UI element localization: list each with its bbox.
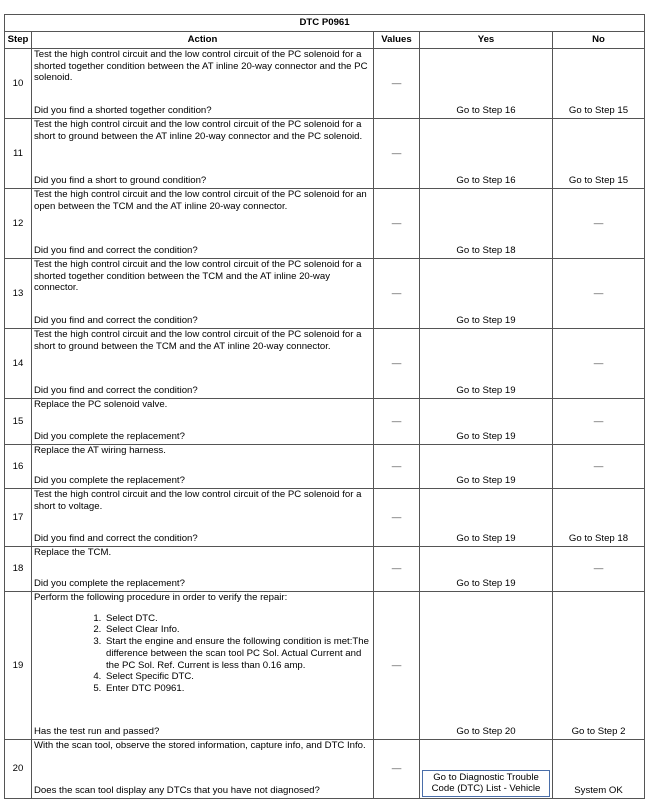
col-header-values: Values bbox=[374, 32, 420, 49]
table-row bbox=[5, 547, 645, 592]
no-cell: Go to Step 18 bbox=[553, 489, 645, 547]
values-cell: — bbox=[374, 329, 420, 399]
values-cell: — bbox=[374, 259, 420, 329]
values-cell: — bbox=[374, 49, 420, 119]
action-text: Test the high control circuit and the low control circuit of the PC solenoid for a short to voltage. bbox=[34, 489, 362, 512]
action-text: Perform the following procedure in order to verify the repair: bbox=[34, 592, 288, 603]
action-question: Did you complete the replacement? bbox=[34, 475, 185, 487]
yes-cell: Go to Step 19 bbox=[420, 445, 553, 489]
action-cell bbox=[32, 259, 374, 329]
yes-cell: Go to Step 19 bbox=[420, 329, 553, 399]
action-text: Replace the AT wiring harness. bbox=[34, 445, 166, 456]
table-row bbox=[5, 445, 645, 489]
action-text: Replace the TCM. bbox=[34, 547, 112, 558]
action-question: Did you find and correct the condition? bbox=[34, 533, 198, 545]
step-number: 19 bbox=[5, 592, 32, 740]
action-question: Did you find a short to ground condition? bbox=[34, 175, 207, 187]
no-cell: — bbox=[553, 259, 645, 329]
step-number: 14 bbox=[5, 329, 32, 399]
table-row bbox=[5, 489, 645, 547]
values-cell: — bbox=[374, 547, 420, 592]
procedure-step: 4. Select Specific DTC. bbox=[104, 671, 371, 683]
step-number: 17 bbox=[5, 489, 32, 547]
procedure-step: 5. Enter DTC P0961. bbox=[104, 683, 371, 695]
procedure-step: 3. Start the engine and ensure the following condition is met:The difference between the scan tool PC Sol. Actual Current and the PC Sol. Ref. Current is less than 0.16 amp. bbox=[104, 636, 371, 671]
action-question: Did you find and correct the condition? bbox=[34, 315, 198, 327]
step-number: 13 bbox=[5, 259, 32, 329]
table-row bbox=[5, 740, 645, 799]
table-title: DTC P0961 bbox=[5, 15, 645, 32]
no-cell: — bbox=[553, 189, 645, 259]
procedure-step: 2. Select Clear Info. bbox=[104, 624, 371, 636]
no-cell: Go to Step 15 bbox=[553, 49, 645, 119]
action-cell bbox=[32, 445, 374, 489]
action-text: Test the high control circuit and the low control circuit of the PC solenoid for a short to ground between the AT inline 20-way connector and the PC solenoid. bbox=[34, 119, 363, 142]
col-header-yes: Yes bbox=[420, 32, 553, 49]
no-cell: Go to Step 15 bbox=[553, 119, 645, 189]
action-cell bbox=[32, 49, 374, 119]
yes-cell: Go to Step 20 bbox=[420, 592, 553, 740]
action-cell bbox=[32, 547, 374, 592]
header-row bbox=[5, 32, 645, 49]
values-cell: — bbox=[374, 740, 420, 799]
values-cell: — bbox=[374, 189, 420, 259]
col-header-action: Action bbox=[32, 32, 374, 49]
no-cell: — bbox=[553, 445, 645, 489]
action-text: With the scan tool, observe the stored information, capture info, and DTC Info. bbox=[34, 740, 366, 751]
no-cell: — bbox=[553, 399, 645, 445]
action-cell bbox=[32, 329, 374, 399]
yes-cell: Go to Step 19 bbox=[420, 547, 553, 592]
action-text: Replace the PC solenoid valve. bbox=[34, 399, 168, 410]
table-row bbox=[5, 119, 645, 189]
no-cell: System OK bbox=[553, 740, 645, 799]
yes-cell: Go to Step 16 bbox=[420, 49, 553, 119]
action-cell bbox=[32, 119, 374, 189]
dtc-list-link[interactable]: Go to Diagnostic Trouble Code (DTC) List - Vehicle bbox=[422, 770, 550, 797]
values-cell: — bbox=[374, 592, 420, 740]
procedure-list bbox=[34, 613, 371, 695]
diagnostic-table bbox=[4, 14, 645, 799]
action-text: Test the high control circuit and the low control circuit of the PC solenoid for a shorted together condition between the TCM and the AT inline 20-way connector. bbox=[34, 259, 362, 294]
step-number: 15 bbox=[5, 399, 32, 445]
table-row bbox=[5, 399, 645, 445]
action-question: Did you find a shorted together condition? bbox=[34, 105, 212, 117]
no-cell: — bbox=[553, 329, 645, 399]
no-cell: Go to Step 2 bbox=[553, 592, 645, 740]
step-number: 20 bbox=[5, 740, 32, 799]
no-cell: — bbox=[553, 547, 645, 592]
action-cell bbox=[32, 189, 374, 259]
yes-cell bbox=[420, 740, 553, 799]
step-number: 18 bbox=[5, 547, 32, 592]
col-header-step: Step bbox=[5, 32, 32, 49]
table-row bbox=[5, 49, 645, 119]
yes-cell: Go to Step 18 bbox=[420, 189, 553, 259]
action-text: Test the high control circuit and the low control circuit of the PC solenoid for a short to ground between the TCM and the AT inline 20-way connector. bbox=[34, 329, 362, 352]
action-cell bbox=[32, 489, 374, 547]
action-cell bbox=[32, 592, 374, 740]
table-row bbox=[5, 329, 645, 399]
action-text: Test the high control circuit and the low control circuit of the PC solenoid for a shorted together condition between the AT inline 20-way connector and the PC solenoid. bbox=[34, 49, 368, 84]
action-question: Did you complete the replacement? bbox=[34, 578, 185, 590]
step-number: 12 bbox=[5, 189, 32, 259]
action-question: Did you find and correct the condition? bbox=[34, 245, 198, 257]
action-question: Did you complete the replacement? bbox=[34, 431, 185, 443]
table-row bbox=[5, 259, 645, 329]
action-text: Test the high control circuit and the low control circuit of the PC solenoid for an open between the TCM and the AT inline 20-way connector. bbox=[34, 189, 367, 212]
yes-cell: Go to Step 16 bbox=[420, 119, 553, 189]
procedure-step: 1. Select DTC. bbox=[104, 613, 371, 625]
action-cell bbox=[32, 740, 374, 799]
yes-cell: Go to Step 19 bbox=[420, 399, 553, 445]
col-header-no: No bbox=[553, 32, 645, 49]
yes-cell: Go to Step 19 bbox=[420, 489, 553, 547]
table-row bbox=[5, 189, 645, 259]
action-question: Has the test run and passed? bbox=[34, 726, 160, 738]
action-cell bbox=[32, 399, 374, 445]
action-question: Does the scan tool display any DTCs that you have not diagnosed? bbox=[34, 785, 320, 797]
step-number: 11 bbox=[5, 119, 32, 189]
values-cell: — bbox=[374, 119, 420, 189]
values-cell: — bbox=[374, 489, 420, 547]
values-cell: — bbox=[374, 399, 420, 445]
yes-cell: Go to Step 19 bbox=[420, 259, 553, 329]
table-row bbox=[5, 592, 645, 740]
values-cell: — bbox=[374, 445, 420, 489]
action-question: Did you find and correct the condition? bbox=[34, 385, 198, 397]
step-number: 16 bbox=[5, 445, 32, 489]
step-number: 10 bbox=[5, 49, 32, 119]
